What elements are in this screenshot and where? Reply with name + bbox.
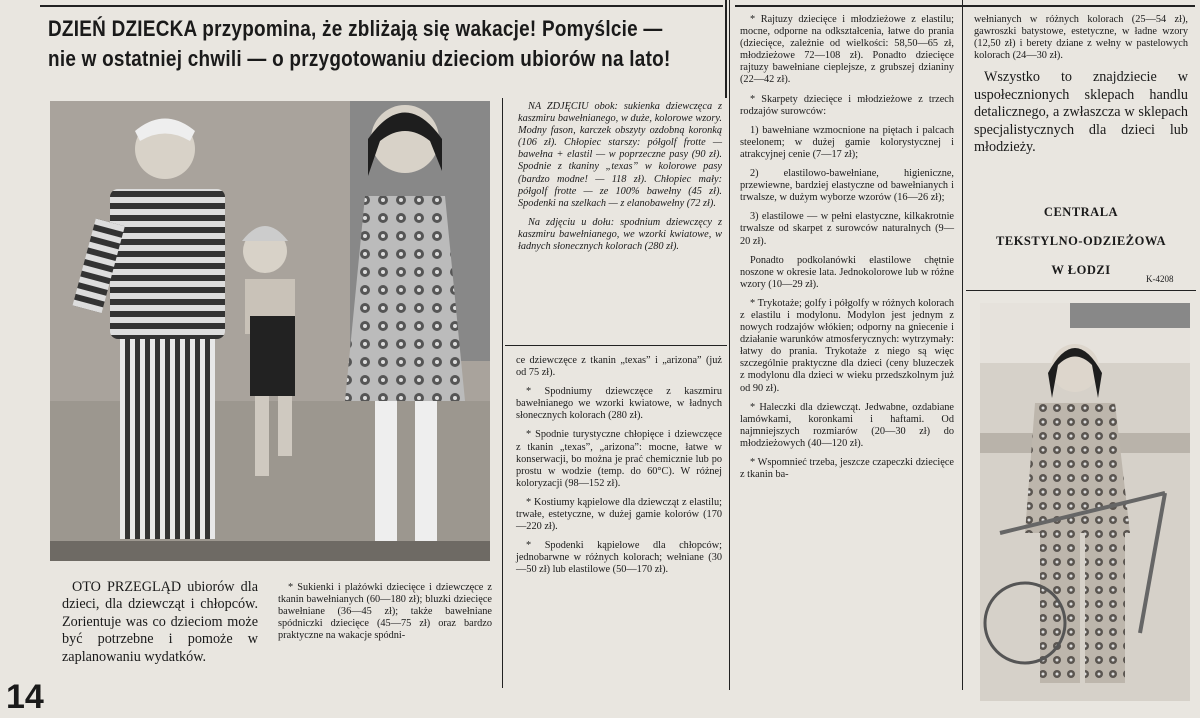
signature-line-1: CENTRALA (1043, 205, 1119, 219)
signature-line-3: W ŁODZI (1051, 263, 1111, 277)
col2-paragraph: * Sukienki i plażówki dziecięce i dziewczęce z tkanin bawełnianych (60—180 zł); bluzki dziecięce bawełniane (36—45 zł); także bawełniane spódniczki dziecięce (45—75 zł) oraz bardzo praktyczne na wakacje spódni- (278, 582, 492, 642)
article-column-4 (740, 14, 954, 488)
top-rule-right (735, 5, 1195, 7)
col5-paragraph-2: Wszystko to znajdziecie w uspołecznionych sklepach handlu detalicznego, a zwłaszcza w sklepach specjalistycznych dla dzieci lub młodzieży. (974, 69, 1188, 155)
girl-bicycle-image (980, 303, 1190, 701)
main-photo (50, 101, 490, 561)
column-rule-2 (729, 0, 730, 690)
col3-paragraph-2: * Spodniumy dziewczęce z kaszmiru bawełnianego we wzorki kwiatowe, w ładnych słonecznych kolorach (280 zł). (516, 386, 722, 422)
column-rule-1 (502, 98, 503, 688)
headline-line-1: DZIEŃ DZIECKA przypomina, że zbliżają się wakacje! Pomyślcie — (48, 16, 663, 41)
headline-vertical-rule (725, 0, 727, 98)
girl-on-bicycle-photo (980, 303, 1190, 701)
col5-paragraph-1: wełnianych w różnych kolorach (25—54 zł), gawroszki batystowe, estetyczne, w ładne wzory (12,50 zł) i berety dziane z wełny w pastelowych kolorach (24—30 zł). (974, 14, 1188, 62)
intro-text (62, 579, 258, 673)
col3-paragraph-3: * Spodnie turystyczne chłopięce i dziewczęce z tkanin „texas”, „arizona”: mocne, łatwe w konserwacji, bo można je prać chemicznie lub po prostu w wodzie (temp. do 60°C). W różnej koloryzacji (98—152 zł). (516, 429, 722, 489)
col4-paragraph-6: Ponadto podkolanówki elastilowe chętnie noszone w okresie lata. Jednokolorowe lub w różne wzory (10—29 zł). (740, 254, 954, 290)
page-number: 14 (6, 678, 44, 716)
col3-paragraph-5: * Spodenki kąpielowe dla chłopców; jednobarwne w różnych kolorach; wełniane (30—50 zł) lub elastilowe (50—170 zł). (516, 540, 722, 576)
ad-code: K-4208 (1146, 274, 1174, 284)
intro-paragraph: OTO PRZEGLĄD ubiorów dla dzieci, dla dziewcząt i chłopców. Zorientuje was co dzieciom może być potrzebne i pomoże w zaplanowaniu wydatków. (62, 579, 258, 665)
col4-paragraph-5: 3) elastilowe — w pełni elastyczne, kilkakrotnie trwalsze od skarpet z surowców naturalnych (9—20 zł). (740, 211, 954, 247)
headline-line-2: nie w ostatniej chwili — o przygotowaniu dzieciom ubiorów na lato! (48, 46, 671, 71)
col4-paragraph-8: * Haleczki dla dziewcząt. Jedwabne, ozdabiane lamówkami, koronkami i haftami. Od najmniejszych rozmiarów (20—30 zł) do młodzieżowych (40—120 zł). (740, 401, 954, 449)
col3-paragraph-1: ce dziewczęce z tkanin „texas” i „arizona” (już od 75 zł). (516, 355, 722, 379)
publisher-signature (966, 198, 1196, 285)
caption-paragraph-1: NA ZDJĘCIU obok: sukienka dziewczęca z kaszmiru bawełnianego, w duże, kolorowe wzory. Modny fason, karczek obszyty ozdobną koronką (106 zł). Chłopiec starszy: półgolf frotte — bawełna + elastil — w poprzeczne pasy (90 zł). Spodnie z tkaniny „texas” w kolorowe pasy (bardzo modne! — 118 zł). Chłopiec mały: półgolf frotte — ze 100% bawełny (45 zł). Spodenki na szelkach — z elanobawełny (72 zł). (518, 101, 722, 209)
article-column-2 (278, 582, 492, 649)
three-children-photo (50, 101, 490, 561)
col3-paragraph-4: * Kostiumy kąpielowe dla dziewcząt z elastilu; trwałe, estetyczne, w dużej gamie kolorów (170—220 zł). (516, 496, 722, 533)
signature-line-2: TEKSTYLNO-ODZIEŻOWA (996, 234, 1166, 248)
top-rule-left (40, 5, 723, 7)
photo-caption (518, 101, 722, 260)
caption-separator (505, 345, 727, 346)
col4-paragraph-7: * Trykotaże; golfy i półgolfy w różnych kolorach z elastilu i modylonu. Modylon jest jednym z nowych rodzajów włókien; odporny na gniecenie i działanie warunków atmosferycznych: wytrzymały: łatwy do prania. Trykotaże z niego są więc szczególnie praktyczne dla dzieci (ceny bluzeczek z modylonu dla dzieci w wieku przedszkolnym już od 90 zł). (740, 297, 954, 394)
col4-paragraph-1: * Rajtuzy dziecięce i młodzieżowe z elastilu; mocne, odporne na odkształcenia, łatwe do prania (dziecięce, zależnie od wielkości: 58,50—65 zł, młodzieżowe 72—108 zł). Ponadto dziecięce rajtuzy bawełniane cieplejsze, z grubszej dzianiny (22—42 zł). (740, 14, 954, 86)
col4-paragraph-3: 1) bawełniane wzmocnione na piętach i palcach steelonem; w dużej gamie kolorystycznej i atrakcyjnej cenie (7—17 zł); (740, 124, 954, 160)
caption-paragraph-2: Na zdjęciu u dołu: spodnium dziewczęcy z kaszmiru bawełnianego, we wzorki kwiatowe, w ładnych słonecznych kolorach (280 zł). (518, 216, 722, 253)
col4-paragraph-2: * Skarpety dziecięce i młodzieżowe z trzech rodzajów surowców: (740, 93, 954, 117)
column-rule-3 (962, 0, 963, 690)
article-column-3 (516, 355, 722, 584)
col4-paragraph-9: * Wspomnieć trzeba, jeszcze czapeczki dziecięce z tkanin ba- (740, 457, 954, 481)
headline (48, 14, 727, 74)
col4-paragraph-4: 2) elastilowo-bawełniane, higieniczne, przewiewne, bardziej elastyczne od bawełnianych i trwalsze, w dużym wyborze wzorów (16—26 zł); (740, 168, 954, 204)
article-column-5 (974, 14, 1188, 163)
signature-rule (966, 290, 1196, 291)
